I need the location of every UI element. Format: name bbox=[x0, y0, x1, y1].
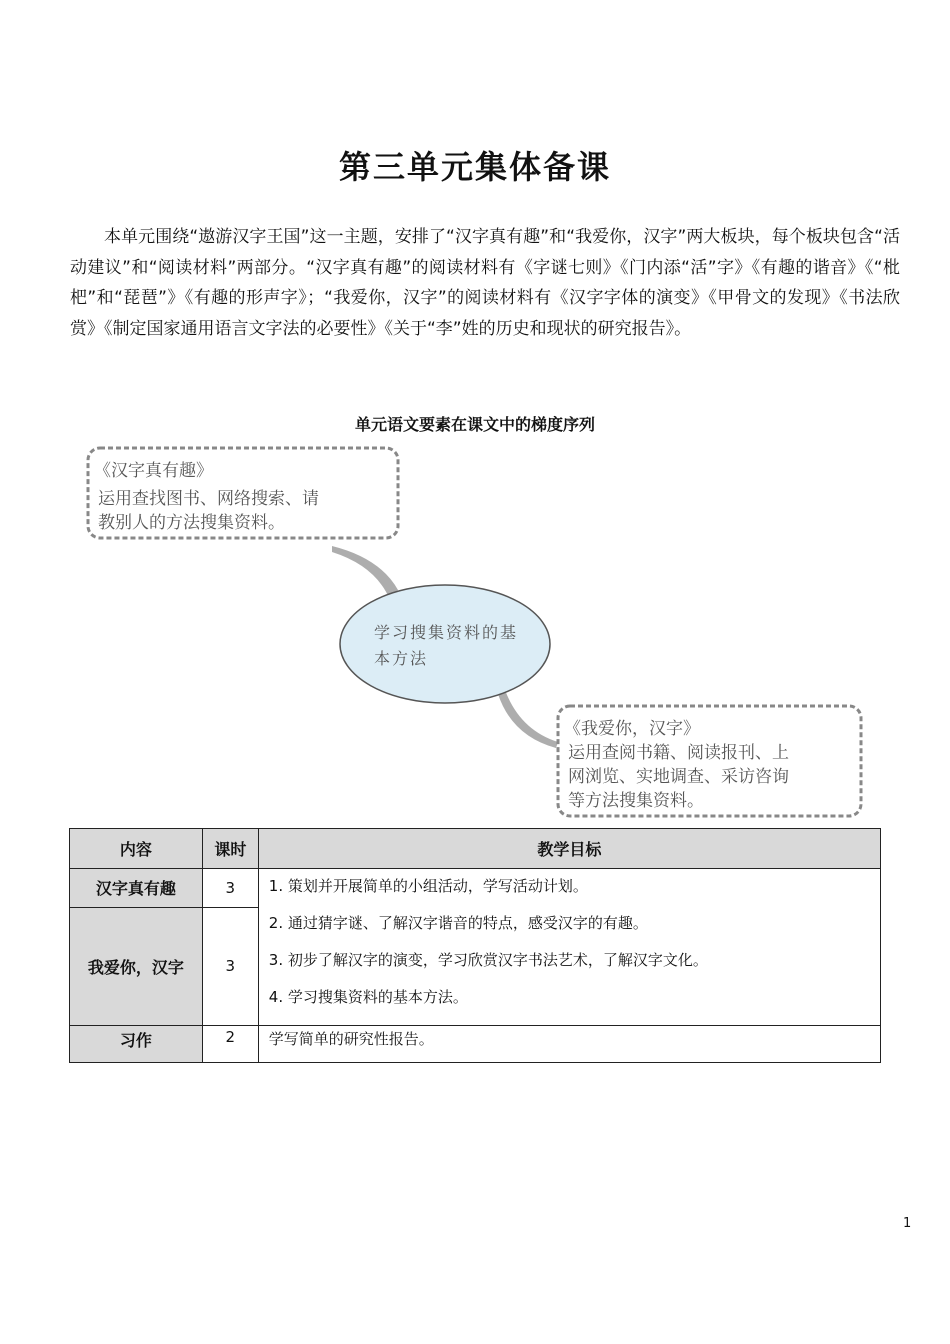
center-line2: 本方法 bbox=[374, 649, 429, 668]
goal-3: 3. 初步了解汉字的演变，学习欣赏汉字书法艺术，了解汉字文化。 bbox=[268, 951, 708, 969]
header-content: 内容 bbox=[70, 829, 203, 869]
intro-paragraph: 本单元围绕“遨游汉字王国”这一主题，安排了“汉字真有趣”和“我爱你，汉字”两大板块，每个板块包含“活动建议”和“阅读材料”两部分。“汉字真有趣”的阅读材料有《字谜七则》《门内添“活”字》《有趣的谐音》《“枇杷”和“琵琶”》《有趣的形声字》；“我爱你，汉字”的阅读材料有《汉字字体的演变》《甲骨文的发现》《书法欣赏》《制定国家通用语言文字法的必要性》《关于“李”姓的历史和现状的研究报告》。 bbox=[70, 227, 900, 339]
row-hours: 2 bbox=[202, 1026, 258, 1063]
bottom-box-line1: 运用查阅书籍、阅读报刊、上 bbox=[568, 743, 789, 763]
center-ellipse bbox=[340, 585, 550, 703]
concept-diagram bbox=[80, 440, 880, 825]
header-hours: 课时 bbox=[202, 829, 258, 869]
teaching-goals-table bbox=[69, 828, 881, 1063]
top-box-line1: 运用查找图书、网络搜索、请 bbox=[98, 489, 319, 509]
connector-top bbox=[332, 546, 398, 600]
row-label: 习作 bbox=[70, 1026, 203, 1063]
table-header-row bbox=[70, 829, 881, 869]
top-box-line2: 教别人的方法搜集资料。 bbox=[98, 513, 285, 533]
bottom-box-title: 《我爱你，汉字》 bbox=[564, 719, 700, 739]
writing-goal: 学写简单的研究性报告。 bbox=[258, 1026, 880, 1063]
table-row bbox=[70, 869, 881, 908]
page-number: 1 bbox=[903, 1216, 912, 1231]
row-label: 汉字真有趣 bbox=[70, 869, 203, 908]
table-row bbox=[70, 1026, 881, 1063]
goals-cell bbox=[258, 869, 880, 1026]
row-hours: 3 bbox=[202, 869, 258, 908]
row-label: 我爱你，汉字 bbox=[70, 907, 203, 1025]
bottom-box-line3: 等方法搜集资料。 bbox=[568, 791, 704, 811]
page-title: 第三单元集体备课 bbox=[338, 148, 611, 186]
header-goals: 教学目标 bbox=[258, 829, 880, 869]
row-hours: 3 bbox=[202, 907, 258, 1025]
connector-bottom bbox=[498, 690, 558, 748]
goal-2: 2. 通过猜字谜、了解汉字谐音的特点，感受汉字的有趣。 bbox=[268, 914, 648, 932]
diagram-heading: 单元语文要素在课文中的梯度序列 bbox=[354, 415, 595, 434]
bottom-box-line2: 网浏览、实地调查、采访咨询 bbox=[568, 767, 789, 787]
goal-1: 1. 策划并开展简单的小组活动，学写活动计划。 bbox=[268, 877, 588, 895]
center-line1: 学习搜集资料的基 bbox=[374, 623, 519, 642]
goal-4: 4. 学习搜集资料的基本方法。 bbox=[268, 988, 468, 1006]
top-box-title: 《汉字真有趣》 bbox=[94, 461, 213, 481]
